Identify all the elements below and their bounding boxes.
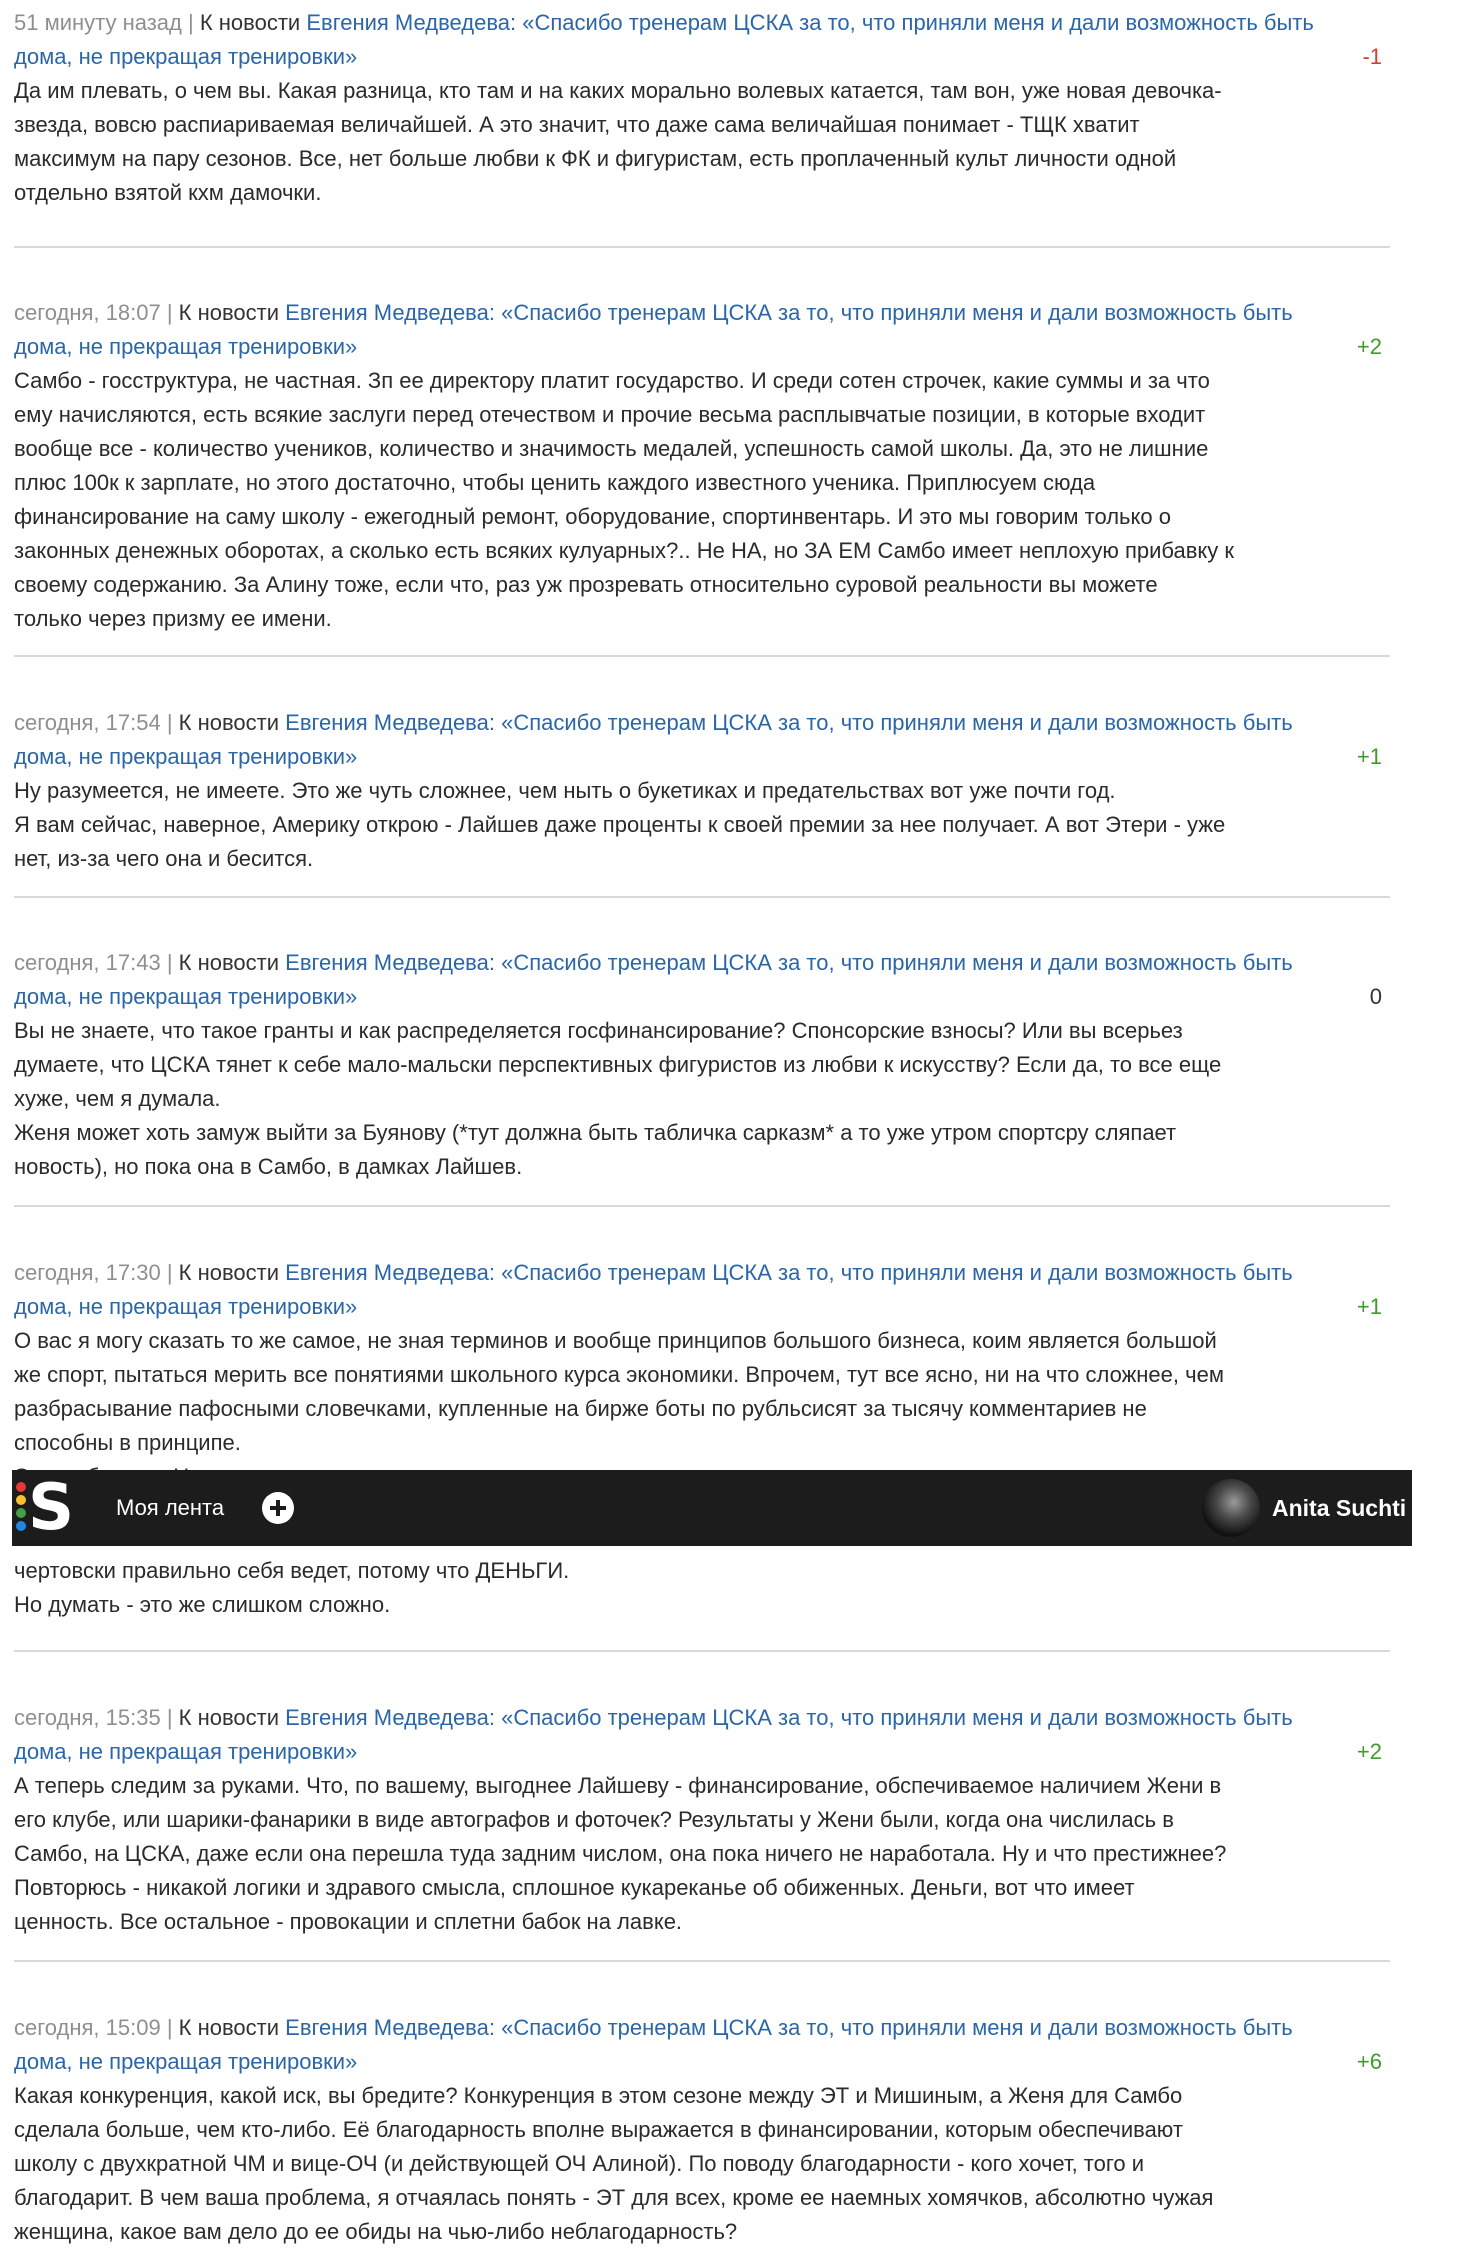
news-prefix: К новости <box>178 1705 280 1730</box>
logo-dots <box>16 1482 26 1534</box>
comment-text-line: школу с двухкратной ЧМ и вице-ОЧ (и действующей ОЧ Алиной). По поводу благодарности - кого хочет, того и <box>14 2151 1145 2176</box>
comment-text-continued <box>14 1554 1390 1622</box>
comment-text-line: думаете, что ЦСКА тянет к себе мало-мальски перспективных фигуристов из любви к искусству? Если да, то все еще <box>14 1052 1222 1077</box>
logo-dot <box>16 1495 26 1505</box>
comment-text-line: Повторюсь - никакой логики и здравого смысла, сплошное кукареканье об обиженных. Деньги, вот что имеет <box>14 1875 1135 1900</box>
comment-rating: +2 <box>1356 1739 1382 1764</box>
comment-text-line: чертовски правильно себя ведет, потому что ДЕНЬГИ. <box>14 1558 570 1583</box>
comment-text <box>14 1324 1390 1476</box>
comment-meta <box>14 706 1390 774</box>
comment-text-line: новость), но пока она в Самбо, в дамках Лайшев. <box>14 1154 523 1179</box>
comment-text-line: только через призму ее имени. <box>14 606 332 631</box>
comment-text <box>14 774 1390 876</box>
news-link[interactable]: Евгения Медведева: «Спасибо тренерам ЦСКА за то, что приняли меня и дали возможность быть дома, не прекращая тренировки» <box>14 950 1293 1009</box>
news-prefix: К новости <box>178 950 280 975</box>
comment-time: 51 минуту назад <box>14 10 182 35</box>
meta-separator: | <box>160 2015 179 2040</box>
comment-text <box>14 364 1390 636</box>
comment-divider <box>14 896 1390 898</box>
comment-text-line: женщина, какое вам дело до ее обиды на чью-либо неблагодарность? <box>14 2219 738 2244</box>
comment-rating: +1 <box>1356 744 1382 769</box>
meta-separator: | <box>160 1260 179 1285</box>
comment-divider <box>14 246 1390 248</box>
comment-text <box>14 2079 1390 2249</box>
comment-time: сегодня, 15:09 <box>14 2015 161 2040</box>
comment-text-line: максимум на пару сезонов. Все, нет больше любви к ФК и фигуристам, есть проплаченный культ личности одной <box>14 146 1177 171</box>
comment-text-line: Самбо, на ЦСКА, даже если она перешла туда задним числом, она пока ничего не наработала. Ну и что престижнее? <box>14 1841 1227 1866</box>
comment-text-line: своему содержанию. За Алину тоже, если что, раз уж прозревать относительно суровой реальности вы можете <box>14 572 1158 597</box>
comment-divider <box>14 1205 1390 1207</box>
comment-text-line: Я вам сейчас, наверное, Америку открою - Лайшев даже проценты к своей премии за нее получает. А вот Этери - уже <box>14 812 1226 837</box>
site-top-bar <box>12 1470 1412 1546</box>
comment-meta <box>14 2011 1390 2079</box>
comment-meta <box>14 296 1390 364</box>
comment <box>14 706 1390 876</box>
comment-text-line: нет, из-за чего она и бесится. <box>14 846 314 871</box>
user-profile[interactable] <box>1202 1470 1406 1546</box>
add-plus-icon[interactable] <box>262 1492 294 1524</box>
comment-rating: +6 <box>1356 2049 1382 2074</box>
news-prefix: К новости <box>199 10 301 35</box>
comment-text-line: ему начисляются, есть всякие заслуги перед отечеством и прочие весьма расплывчатые позиции, в которые входит <box>14 402 1206 427</box>
comment-text-line: Вы не знаете, что такое гранты и как распределяется госфинансирование? Спонсорские взносы? Или вы всерьез <box>14 1018 1183 1043</box>
comment-text-line: способны в принципе. <box>14 1430 241 1455</box>
meta-separator: | <box>160 710 179 735</box>
meta-separator: | <box>181 10 200 35</box>
comment-text-line: финансирование на саму школу - ежегодный ремонт, оборудование, спортинвентарь. И это мы говорим только о <box>14 504 1171 529</box>
comment-text-line: же спорт, пытаться мерить все понятиями школьного курса экономики. Впрочем, тут все ясно, ни на что сложнее, чем <box>14 1362 1224 1387</box>
comment-meta <box>14 946 1390 1014</box>
comment-text-line: хуже, чем я думала. <box>14 1086 221 1111</box>
news-link[interactable]: Евгения Медведева: «Спасибо тренерам ЦСКА за то, что приняли меня и дали возможность быть дома, не прекращая тренировки» <box>14 1705 1293 1764</box>
comment-text-line: отдельно взятой кхм дамочки. <box>14 180 322 205</box>
username[interactable]: Anita Suchti <box>1272 1494 1407 1521</box>
news-prefix: К новости <box>178 2015 280 2040</box>
comment-divider <box>14 1960 1390 1962</box>
avatar[interactable] <box>1202 1479 1260 1537</box>
comment-meta <box>14 6 1390 74</box>
comment-text-line: ценность. Все остальное - провокации и сплетни бабок на лавке. <box>14 1909 683 1934</box>
comment <box>14 296 1390 636</box>
comment <box>14 2011 1390 2249</box>
my-feed-link[interactable]: Моя лента <box>116 1495 225 1520</box>
news-prefix: К новости <box>178 300 280 325</box>
comment-text-line: его клубе, или шарики-фанарики в виде автографов и фоточек? Результаты у Жени были, когда она числилась в <box>14 1807 1174 1832</box>
comment-time: сегодня, 17:54 <box>14 710 161 735</box>
logo-dot <box>16 1521 26 1531</box>
comment-text-line: Ну разумеется, не имеете. Это же чуть сложнее, чем ныть о букетиках и предательствах вот уже почти год. <box>14 778 1116 803</box>
comment-time: сегодня, 17:43 <box>14 950 161 975</box>
comment-text-line: Да им плевать, о чем вы. Какая разница, кто там и на каких морально волевых катается, там вон, уже новая девочка- <box>14 78 1222 103</box>
news-link[interactable]: Евгения Медведева: «Спасибо тренерам ЦСКА за то, что приняли меня и дали возможность быть дома, не прекращая тренировки» <box>14 710 1293 769</box>
comment-text-line: Самбо - госструктура, не частная. Зп ее директору платит государство. И среди сотен строчек, какие суммы и за что <box>14 368 1210 393</box>
comment-text-line: плюс 100к к зарплате, но этого достаточно, чтобы ценить каждого известного ученика. Приплюсуем сюда <box>14 470 1096 495</box>
comment <box>14 946 1390 1184</box>
comment-text-line: О вас я могу сказать то же самое, не зная терминов и вообще принципов большого бизнеса, коим является большой <box>14 1328 1217 1353</box>
comment-time: сегодня, 17:30 <box>14 1260 161 1285</box>
comment-text <box>14 1769 1390 1939</box>
comment <box>14 6 1390 210</box>
comment <box>14 1256 1390 1476</box>
comment-meta <box>14 1701 1390 1769</box>
comment-text-line: Женя может хоть замуж выйти за Буянову (*тут должна быть табличка сарказм* а то уже утром спортсру сляпает <box>14 1120 1177 1145</box>
comment-text-line: А теперь следим за руками. Что, по вашему, выгоднее Лайшеву - финансирование, обспечиваемое наличием Жени в <box>14 1773 1222 1798</box>
comment-rating: +2 <box>1356 334 1382 359</box>
news-link[interactable]: Евгения Медведева: «Спасибо тренерам ЦСКА за то, что приняли меня и дали возможность быть дома, не прекращая тренировки» <box>14 300 1293 359</box>
news-prefix: К новости <box>178 710 280 735</box>
comment-rating: -1 <box>1362 44 1382 69</box>
news-link[interactable]: Евгения Медведева: «Спасибо тренерам ЦСКА за то, что приняли меня и дали возможность быть дома, не прекращая тренировки» <box>14 10 1314 69</box>
comment-text-line: Но думать - это же слишком сложно. <box>14 1592 391 1617</box>
comment-text <box>14 1014 1390 1184</box>
comment-time: сегодня, 18:07 <box>14 300 161 325</box>
meta-separator: | <box>160 950 179 975</box>
news-link[interactable]: Евгения Медведева: «Спасибо тренерам ЦСКА за то, что приняли меня и дали возможность быть дома, не прекращая тренировки» <box>14 2015 1293 2074</box>
logo-dot <box>16 1482 26 1492</box>
comment-text-line: Какая конкуренция, какой иск, вы бредите? Конкуренция в этом сезоне между ЭТ и Мишиным, а Женя для Самбо <box>14 2083 1183 2108</box>
comment-divider <box>14 1650 1390 1652</box>
comment-text-line: разбрасывание пафосными словечками, купленные на бирже боты по рубльсисят за тысячу комментариев не <box>14 1396 1147 1421</box>
logo-letter: S <box>28 1471 75 1545</box>
comment-rating: 0 <box>1369 984 1382 1009</box>
comment-text <box>14 74 1390 210</box>
comment-text-line: сделала больше, чем кто-либо. Её благодарность вполне выражается в финансировании, которым обеспечивают <box>14 2117 1183 2142</box>
sports-ru-logo[interactable] <box>12 1470 82 1546</box>
comment-rating: +1 <box>1356 1294 1382 1319</box>
meta-separator: | <box>160 300 179 325</box>
news-link[interactable]: Евгения Медведева: «Спасибо тренерам ЦСКА за то, что приняли меня и дали возможность быть дома, не прекращая тренировки» <box>14 1260 1293 1319</box>
comment-divider <box>14 655 1390 657</box>
comment-text-line: вообще все - количество учеников, количество и значимость медалей, успешность самой школы. Да, это не лишние <box>14 436 1209 461</box>
comment-text-line: звезда, вовсю распиариваемая величайшей. А это значит, что даже сама величайшая понимает - ТЩК хватит <box>14 112 1140 137</box>
comment-text-line: законных денежных оборотах, а сколько есть всяких кулуарных?.. Не НА, но ЗА ЕМ Самбо имеет неплохую прибавку к <box>14 538 1235 563</box>
comment-text-line: благодарит. В чем ваша проблема, я отчаялась понять - ЭТ для всех, кроме ее наемных хомячков, абсолютно чужая <box>14 2185 1214 2210</box>
comment-meta <box>14 1256 1390 1324</box>
logo-dot <box>16 1508 26 1518</box>
comment <box>14 1701 1390 1939</box>
news-prefix: К новости <box>178 1260 280 1285</box>
meta-separator: | <box>160 1705 179 1730</box>
comment-time: сегодня, 15:35 <box>14 1705 161 1730</box>
